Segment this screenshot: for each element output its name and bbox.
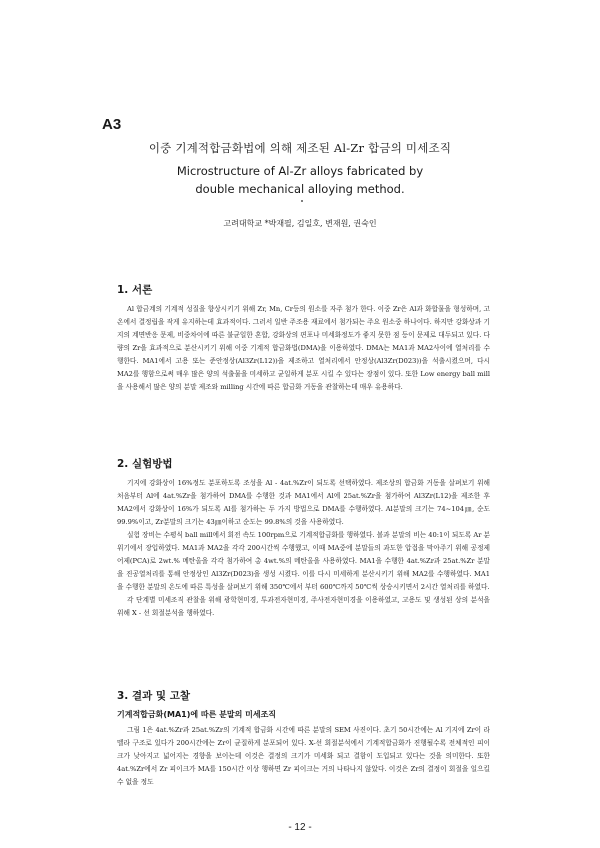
methods-paragraph-2: 실험 장비는 수평식 ball mill에서 회전 속도 100rpm으로 기계적합금화를 행하였다. 볼과 분말의 비는 40:1이 되도록 Ar 분위기에서 장입하였다. MA1과 MA2을 각각 200시간씩 수행했고, 이때 MA중에 분말들의 과도한 압접을 막아주기 위해 공정제어제(PCA)로 2wt.% 메탄올을 각각 첨가하여 총 4wt.%의 메탄올을 사용하였다. MA1을 수행한 4at.%Zr과 25at.%Zr 분말을 진공열처리를 통해 안정상인 Al3Zr(D023)을 생성 시켰다. 이를 다시 미세하게 분산시키기 위해 MA2를 수행하였다. MA1을 수행한 분말의 온도에 따른 특성을 살펴보기 위해 350℃에서 부터 600℃까지 50℃씩 상승시키면서 2시간 열처리를 하였다. (117, 531, 491, 591)
title-english-line-2: double mechanical alloying method. (195, 182, 405, 196)
section-introduction (117, 282, 490, 394)
section-methods (117, 456, 490, 620)
abstract-code-label: A3 (102, 116, 122, 133)
section-results (117, 688, 490, 789)
intro-paragraph: Al 합금계의 기계적 성질을 향상시키기 위해 Zr, Mn, Cr등의 원소를 자주 첨가 한다. 이중 Zr은 Al과 화합물을 형성하며, 고온에서 결정립을 작게 유지하는데 효과적이다. 그러서 일반 주조용 재료에서 첨가되는 주요 원소중 하나이다. 하지만 강화상과 기지의 계면반응 문제, 비중차이에 따른 불균일한 혼합, 강화상의 편포나 미세화정도가 좋지 못한 점 등이 문제로 대두되고 있다. 다량의 Zr을 효과적으로 분산시키기 위해 이중 기계적 합금화법(DMA)을 이용하였다. DMA는 MA1과 MA2사이에 열처리를 수행한다. MA1에서 고용 또는 준안정상(Al3Zr(L12))을 제조하고 열처리에서 안정상(Al3Zr(D023))을 석출시켰으며, 다시 MA2를 행함으로써 매우 많은 양의 석출물을 미세하고 균일하게 분포 시킬 수 있다는 장점이 있다. 또한 Low energy ball mill을 사용해서 많은 양의 분말 제조와 milling 시간에 따른 합금화 거동을 관찰하는데 매우 유용하다. (117, 305, 490, 391)
title-english-line-1: Microstructure of Al-Zr alloys fabricated by (176, 164, 424, 178)
author-list: 고려대학교 *박재필, 김일호, 변재원, 권숙인 (223, 219, 377, 228)
section-heading-introduction: 1. 서론 (117, 284, 153, 296)
section-heading-methods: 2. 실험방법 (117, 458, 173, 470)
subsection-heading-ma1: 기계적합금화(MA1)에 따른 분말의 미세조직 (117, 710, 277, 719)
section-heading-results: 3. 결과 및 고찰 (117, 690, 190, 702)
results-paragraph: 그림 1은 4at.%Zr과 25at.%Zr의 기계적 합금화 시간에 따른 분말의 SEM 사진이다. 초기 50시간에는 Al 기지에 Zr이 라멜라 구조로 있다가 200시간에는 Zr이 균질하게 분포되어 있다. X-선 회절분석에서 기계적합금화가 진행될수록 전체적인 피이크가 낮아지고 넓어지는 경향을 보이는데 이것은 결정의 크기가 미세화 되고 결함이 도입되고 있다는 것을 의미한다. 또한 4at.%Zr에서 Zr 피이크가 MA를 150시간 이상 행하면 Zr 피이크는 거의 나타나지 않았다. 이것은 Zr의 결정이 회절을 일으킬 수 없을 정도 (117, 726, 490, 786)
methods-paragraph-1: 기지에 강화상이 16%정도 분포하도록 조성을 Al - 4at.%Zr이 되도록 선택하였다. 제조상의 합금화 거동을 살펴보기 위해 처음부터 Al에 4at.%Zr을 첨가하여 DMA를 수행한 것과 MA1에서 Al에 25at.%Zr을 첨가하여 Al3Zr(L12)을 제조한 후 MA2에서 강화상이 16%가 되도록 Al를 첨가하는 두 가지 방법으로 DMA를 수행하였다. Al분말의 크기는 74~104㎛, 순도 99.9%이고, Zr분말의 크기는 43㎛이하고 순도는 99.8%의 것을 사용하였다. (117, 479, 490, 526)
methods-paragraph-3: 각 단계별 미세조직 관찰을 위해 광학현미경, 투과전자현미경, 주사전자현미경을 이용하였고, 고용도 및 생성된 상의 분석을 위해 X - 선 회절분석을 행하였다. (117, 596, 490, 617)
page-number: - 12 - (288, 822, 312, 833)
decorative-dot (301, 200, 303, 202)
title-block (100, 140, 500, 198)
title-korean: 이중 기계적합금화법에 의해 제조된 Al-Zr 합금의 미세조직 (148, 141, 452, 155)
title-english (100, 162, 500, 198)
